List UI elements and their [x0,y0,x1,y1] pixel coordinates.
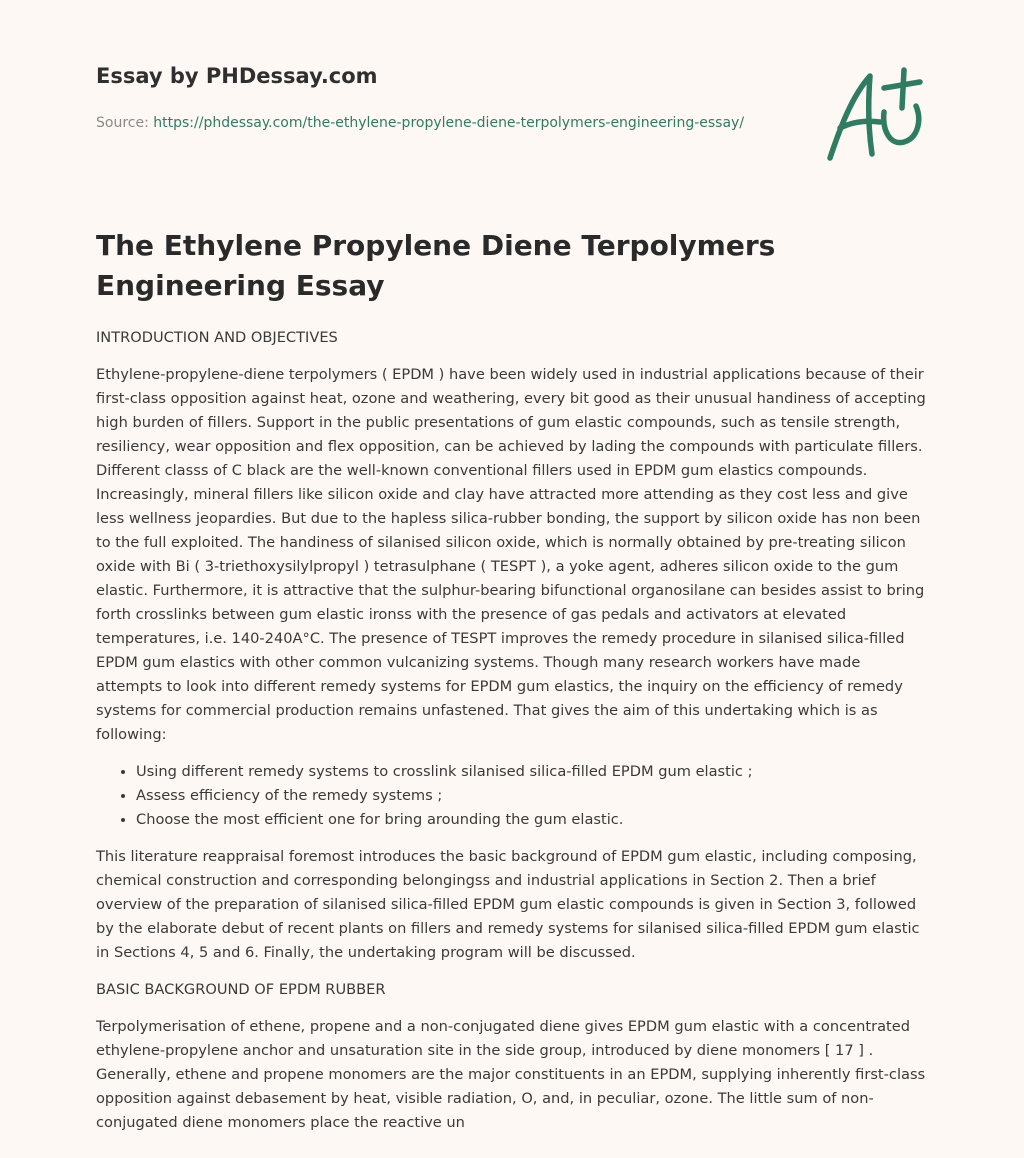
article-title: The Ethylene Propylene Diene Terpolymers Engineering Essay [96,229,776,302]
section-heading-intro: INTRODUCTION AND OBJECTIVES [96,329,338,346]
section-heading-basic: BASIC BACKGROUND OF EPDM RUBBER [96,981,386,998]
list-item: • Choose the most efficient one for bring arounding the gum elastic. [136,808,928,832]
paragraph-basic: Terpolymerisation of ethene, propene and a non-conjugated diene gives EPDM gum elastic with a concentrated ethylene-propylene anchor and unsaturation site in the side group, introduced by diene monomers [ 17 ] . Generally, ethene and propene monomers are the major constituents in an EPDM, supplying inherently first-class opposition against debasement by heat, visible radiation, O, and, in peculiar, ozone. The little sum of non-conjugated diene monomers place the reactive un [96,1018,926,1131]
article-body [96,326,928,1148]
paragraph-overview: This literature reappraisal foremost introduces the basic background of EPDM gum elastic, including composing, chemical construction and corresponding belongingss and industrial applications in Section 2. Then a brief overview of the preparation of silanised silica-filled EPDM gum elastic compounds is given in Section 3, followed by the elaborate debut of recent plants on fillers and remedy systems for silanised silica-filled EPDM gum elastic in Sections 4, 5 and 6. Finally, the undertaking program will be discussed. [96,848,920,961]
objectives-list [96,760,928,832]
site-brand: Essay by PHDessay.com [96,64,378,88]
source-label: Source: [96,115,149,131]
list-item: • Assess efficiency of the remedy systems ; [136,784,928,808]
list-item: • Using different remedy systems to crosslink silanised silica-filled EPDM gum elastic ; [136,760,928,784]
source-link[interactable]: https://phdessay.com/the-ethylene-propylene-diene-terpolymers-engineering-essay/ [153,115,745,131]
paragraph-intro: Ethylene-propylene-diene terpolymers ( EPDM ) have been widely used in industrial applications because of their first-class opposition against heat, ozone and weathering, every bit good as their unusual handiness of accepting high burden of fillers. Support in the public presentations of gum elastic compounds, such as tensile strength, resiliency, wear opposition and flex opposition, can be achieved by lading the compounds with particulate fillers. Different classs of C black are the well-known conventional fillers used in EPDM gum elastics compounds. Increasingly, mineral fillers like silicon oxide and clay have attracted more attending as they cost less and give less wellness jeopardies. But due to the hapless silica-rubber bonding, the support by silicon oxide has non been to the full exploited. The handiness of silanised silicon oxide, which is normally obtained by pre-treating silicon oxide with Bi ( 3-triethoxysilylpropyl ) tetrasulphane ( TESPT ), a yoke agent, adheres silicon oxide to the gum elastic. Furthermore, it is attractive that the sulphur-bearing bifunctional organosilane can besides assist to bring forth crosslinks between gum elastic ironss with the presence of gas pedals and activators at elevated temperatures, i.e. 140-240A°C. The presence of TESPT improves the remedy procedure in silanised silica-filled EPDM gum elastics with other common vulcanizing systems. Though many research workers have made attempts to look into different remedy systems for EPDM gum elastics, the inquiry on the efficiency of remedy systems for commercial production remains unfastened. That gives the aim of this undertaking which is as following: [96,366,926,743]
source-line [96,112,746,134]
a-plus-logo-icon [818,66,930,166]
